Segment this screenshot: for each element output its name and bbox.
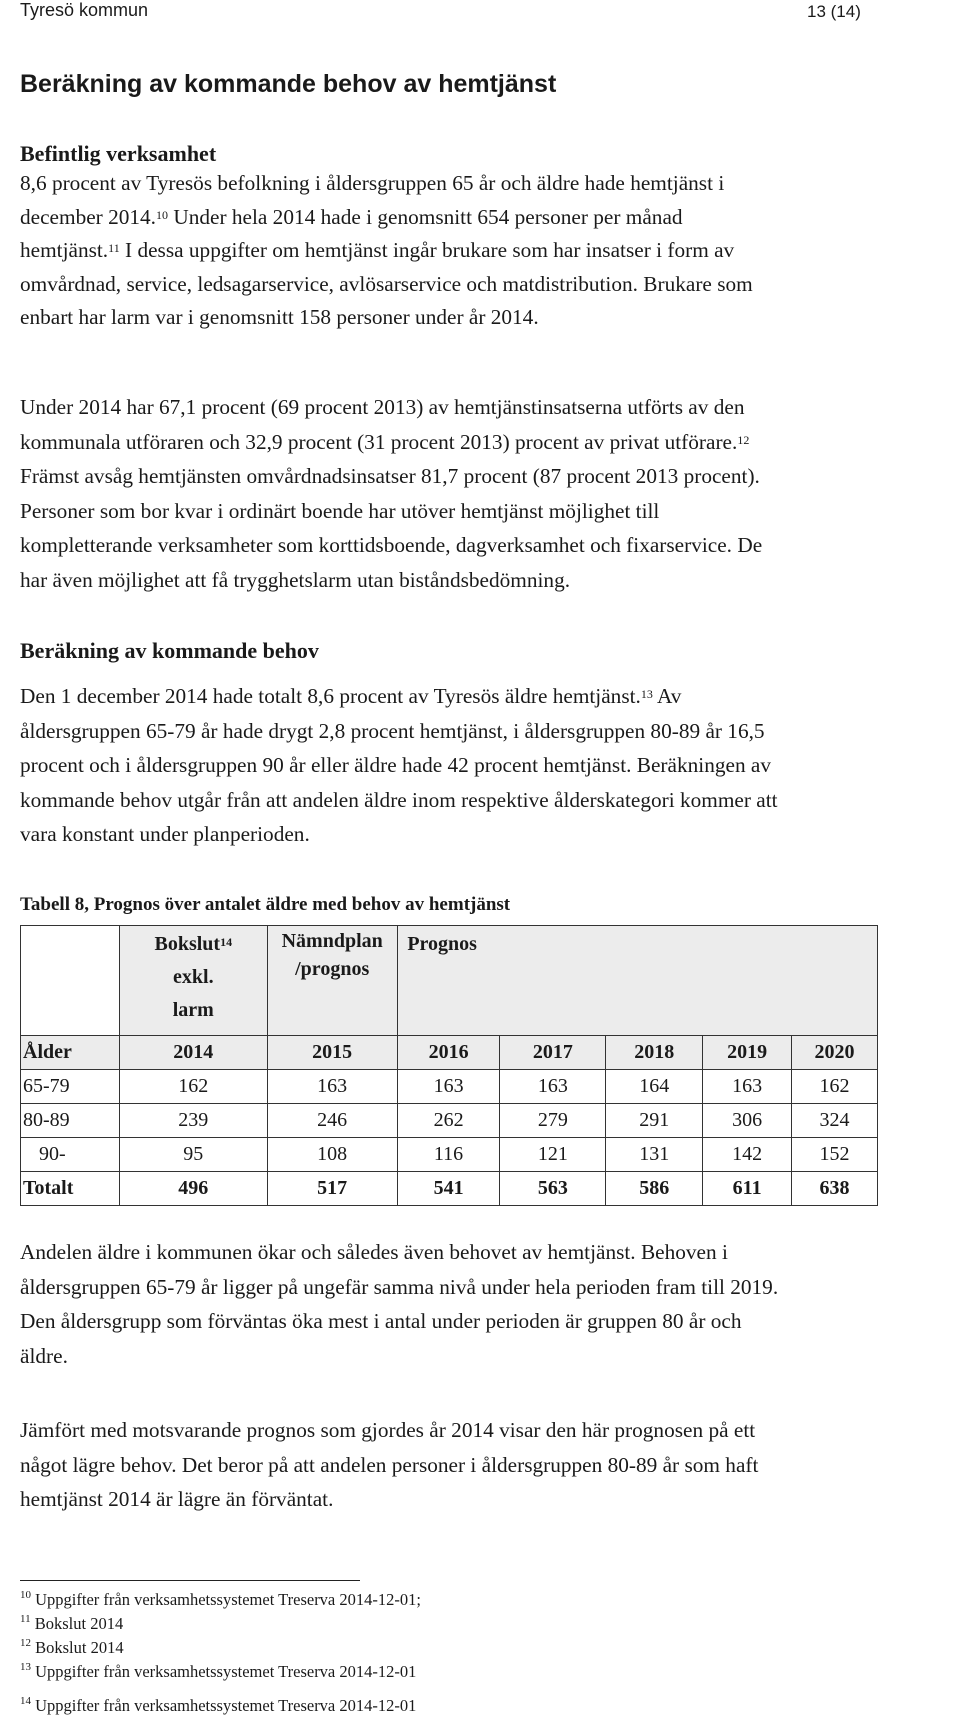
- text: Av: [652, 684, 682, 708]
- text: exkl.: [173, 966, 214, 988]
- line: kommande behov utgår från att andelen äldre inom respektive ålderskategori kommer att: [20, 787, 778, 812]
- cell-total-value: 586: [606, 1172, 703, 1206]
- cell-value: 291: [606, 1104, 703, 1138]
- line: vara konstant under planperioden.: [20, 822, 310, 846]
- page-title: Beräkning av kommande behov av hemtjänst: [20, 70, 557, 98]
- cell-year: 2015: [267, 1036, 397, 1070]
- line: Under 2014 har 67,1 procent (69 procent 2013) av hemtjänstinsatserna utförts av den: [20, 395, 745, 419]
- text: december 2014.: [20, 204, 157, 229]
- cell-value: 163: [500, 1070, 606, 1104]
- cell-value: 262: [397, 1104, 500, 1138]
- cell-value: 163: [397, 1070, 500, 1104]
- cell-year: 2017: [500, 1036, 606, 1070]
- text: I dessa uppgifter om hemtjänst ingår brukare som har insatser i form av: [119, 238, 735, 262]
- cell-value: 152: [792, 1138, 878, 1172]
- footnote-number: 12: [20, 1637, 31, 1649]
- line: kompletterande verksamheter som korttidsboende, dagverksamhet och fixarservice. De: [20, 533, 763, 557]
- footnote-number: 11: [20, 1613, 31, 1625]
- line: omvårdnad, service, ledsagarservice, avlösarservice och matdistribution. Brukare som: [20, 271, 753, 296]
- cell-value: 239: [119, 1104, 267, 1138]
- cell-value: 163: [267, 1070, 397, 1104]
- cell-age-label: Ålder: [21, 1036, 120, 1070]
- footnote-14: [20, 1696, 416, 1716]
- footnote-11: [20, 1614, 123, 1634]
- line: åldersgruppen 65-79 år hade drygt 2,8 procent hemtjänst, i åldersgruppen 80-89 år 16,5: [20, 718, 765, 743]
- header-prognos: [397, 926, 877, 1036]
- line: [20, 234, 960, 268]
- line: [20, 201, 960, 235]
- header-org: Tyresö kommun: [20, 0, 149, 20]
- cell-value: 116: [397, 1138, 500, 1172]
- cell-value: 306: [703, 1104, 792, 1138]
- paragraph-andelen: [20, 1235, 960, 1373]
- header-cell-empty: [21, 926, 120, 1036]
- line: Andelen äldre i kommunen ökar och således även behovet av hemtjänst. Behoven i: [20, 1240, 728, 1264]
- cell-value: 162: [119, 1070, 267, 1104]
- line: hemtjänst 2014 är lägre än förväntat.: [20, 1487, 334, 1511]
- table-row: [21, 1104, 878, 1138]
- cell-value: 162: [792, 1070, 878, 1104]
- footnote-text: Uppgifter från verksamhetssystemet Treserva 2014-12-01;: [31, 1590, 421, 1609]
- cell-label: 90-: [21, 1138, 120, 1172]
- cell-value: 95: [119, 1138, 267, 1172]
- header-page-number: 13 (14): [807, 2, 861, 21]
- line: har även möjlighet att få trygghetslarm utan biståndsbedömning.: [20, 567, 571, 592]
- paragraph-jamfort: [20, 1413, 960, 1517]
- footnote-13: [20, 1662, 416, 1682]
- table-row-total: [21, 1172, 878, 1206]
- cell-total-value: 496: [119, 1172, 267, 1206]
- paragraph-befintlig: [20, 167, 960, 335]
- line: äldre.: [20, 1343, 68, 1368]
- footnote-text: Bokslut 2014: [30, 1614, 124, 1633]
- cell-label: 80-89: [21, 1104, 120, 1138]
- cell-value: 164: [606, 1070, 703, 1104]
- footnote-ref-10: 10: [156, 207, 169, 222]
- cell-value: 142: [703, 1138, 792, 1172]
- line: [20, 425, 960, 460]
- line: 8,6 procent av Tyresös befolkning i åldersgruppen 65 år och äldre hade hemtjänst i: [20, 171, 725, 195]
- cell-value: 163: [703, 1070, 792, 1104]
- line: [20, 679, 960, 714]
- footnote-text: Bokslut 2014: [31, 1638, 124, 1657]
- cell-value: 131: [606, 1138, 703, 1172]
- cell-value: 121: [500, 1138, 606, 1172]
- cell-year: 2016: [397, 1036, 500, 1070]
- footnote-ref-11: 11: [108, 241, 120, 255]
- cell-year: 2014: [119, 1036, 267, 1070]
- cell-label: 65-79: [21, 1070, 120, 1104]
- cell-total-value: 638: [792, 1172, 878, 1206]
- cell-year: 2019: [703, 1036, 792, 1070]
- line: enbart har larm var i genomsnitt 158 personer under år 2014.: [20, 305, 539, 329]
- header-bokslut: [119, 926, 267, 1036]
- line: något lägre behov. Det beror på att andelen personer i åldersgruppen 80-89 år som haft: [20, 1452, 759, 1477]
- header-namndplan: [267, 926, 397, 1036]
- footnote-text: Uppgifter från verksamhetssystemet Treserva 2014-12-01: [31, 1696, 417, 1715]
- table-row-years: [21, 1036, 878, 1070]
- cell-total-label: Totalt: [21, 1172, 120, 1206]
- line: Den åldersgrupp som förväntas öka mest i antal under perioden är gruppen 80 år och: [20, 1309, 742, 1333]
- paragraph-insatser: [20, 390, 960, 597]
- text: Den 1 december 2014 hade totalt 8,6 procent av Tyresös äldre hemtjänst.: [20, 684, 641, 708]
- cell-value: 279: [500, 1104, 606, 1138]
- table-row: [21, 1138, 878, 1172]
- text: /prognos: [295, 958, 370, 980]
- cell-year: 2018: [606, 1036, 703, 1070]
- forecast-table: [20, 925, 878, 1206]
- footnote-12: [20, 1638, 124, 1658]
- text: Prognos: [407, 933, 477, 955]
- line: Främst avsåg hemtjänsten omvårdnadsinsatser 81,7 procent (87 procent 2013 procent).: [20, 464, 760, 488]
- cell-year: 2020: [792, 1036, 878, 1070]
- footnote-number: 14: [20, 1695, 31, 1707]
- text: larm: [172, 999, 214, 1021]
- text: Under hela 2014 hade i genomsnitt 654 personer per månad: [168, 204, 683, 229]
- line: åldersgruppen 65-79 år ligger på ungefär samma nivå under hela perioden fram till 2019.: [20, 1274, 779, 1299]
- table-caption: Tabell 8, Prognos över antalet äldre med behov av hemtjänst: [20, 894, 511, 915]
- footnote-ref-12: 12: [737, 432, 750, 447]
- cell-value: 108: [267, 1138, 397, 1172]
- line: Personer som bor kvar i ordinärt boende har utöver hemtjänst möjlighet till: [20, 498, 660, 523]
- text: kommunala utföraren och 32,9 procent (31 procent 2013) procent av privat utförare.: [20, 429, 738, 454]
- table-row: [21, 1070, 878, 1104]
- cell-total-value: 611: [703, 1172, 792, 1206]
- cell-value: 324: [792, 1104, 878, 1138]
- text: Bokslut: [154, 933, 221, 955]
- footnote-number: 13: [20, 1661, 31, 1673]
- footnote-number: 10: [20, 1589, 31, 1601]
- line: procent och i åldersgruppen 90 år eller äldre hade 42 procent hemtjänst. Beräkningen av: [20, 753, 772, 777]
- footnote-text: Uppgifter från verksamhetssystemet Treserva 2014-12-01: [31, 1662, 417, 1681]
- paragraph-berakning: [20, 679, 960, 852]
- cell-total-value: 563: [500, 1172, 606, 1206]
- table-header-row: [21, 926, 878, 1036]
- heading-befintlig-verksamhet: Befintlig verksamhet: [20, 141, 217, 166]
- line: Jämfört med motsvarande prognos som gjordes år 2014 visar den här prognosen på ett: [20, 1418, 756, 1442]
- text: Nämndplan: [281, 930, 383, 952]
- footnote-separator: [20, 1580, 360, 1581]
- heading-berakning: Beräkning av kommande behov: [20, 638, 319, 663]
- footnote-ref-14: 14: [220, 935, 233, 949]
- cell-value: 246: [267, 1104, 397, 1138]
- text: hemtjänst.: [20, 238, 109, 262]
- cell-total-value: 517: [267, 1172, 397, 1206]
- footnote-ref-13: 13: [640, 687, 653, 701]
- cell-total-value: 541: [397, 1172, 500, 1206]
- footnote-10: [20, 1590, 421, 1610]
